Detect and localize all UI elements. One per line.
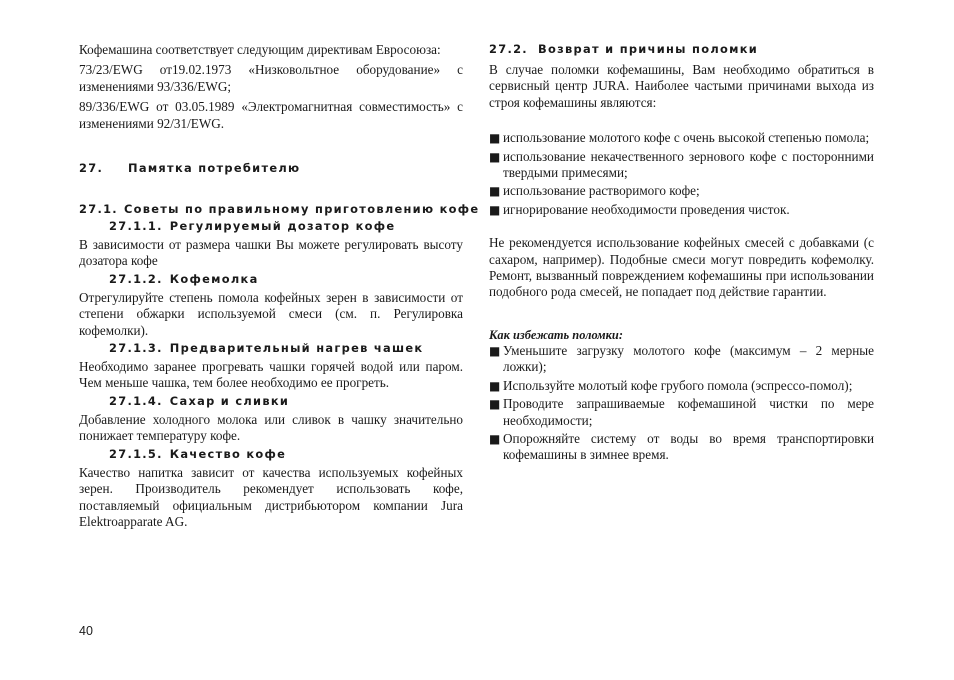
list-item: ■ использование некачественного зернового кофе с посторонними твердыми примесями;: [489, 148, 874, 181]
black-square-icon: ■: [489, 131, 501, 146]
black-square-icon: ■: [489, 343, 501, 358]
directive-low-voltage: 73/23/EWG от19.02.1973 «Низковольтное оборудование» с изменениями 93/336/EWG;: [79, 62, 463, 94]
section-27-1-5-title: Качество кофе: [169, 446, 287, 461]
how-to-avoid-heading: Как избежать поломки:: [489, 327, 623, 342]
section-27-title: Памятка потребителю: [128, 161, 301, 176]
section-27-1-4-text: Добавление холодного молока или сливок в чашку значительно понижает температуру кофе.: [79, 411, 463, 444]
left-column: [79, 42, 480, 530]
section-27-1-1-heading: [79, 219, 463, 234]
list-item: ■ Используйте молотый кофе грубого помола (эспрессо-помол);: [489, 377, 853, 393]
section-27-1-2-text: Отрегулируйте степень помола кофейных зерен в зависимости от степени обжарки используемой смеси (см. п. Регулировка кофемолки).: [79, 289, 463, 338]
list-item: ■ игнорирование необходимости проведения чисток.: [489, 201, 790, 217]
section-27-1-3-number: 27.1.3.: [109, 341, 163, 356]
black-square-icon: ■: [489, 431, 501, 446]
section-27-1-number: 27.1.: [79, 202, 118, 217]
section-27-1-title: Советы по правильному приготовлению кофе: [123, 202, 480, 217]
directive-emc: 89/336/EWG от 03.05.1989 «Электромагнитная совместимость» с изменениями 92/31/EWG.: [79, 99, 463, 131]
breakdown-intro: В случае поломки кофемашины, Вам необходимо обратиться в сервисный центр JURA. Наиболее частыми причинами выхода из строя кофемашины являются:: [489, 62, 874, 110]
section-27-1-3-title: Предварительный нагрев чашек: [169, 341, 424, 356]
section-27-1-4-heading: [79, 394, 463, 409]
section-27-1-4-title: Сахар и сливки: [169, 393, 290, 408]
warning-paragraph: Не рекомендуется использование кофейных смесей с добавками (с сахаром, например). Подобные смеси могут повредить кофемолку. Ремонт, вызванный повреждением кофемашины при использовании подобного рода смесей, не попадает под действие гарантии.: [489, 235, 874, 300]
black-square-icon: ■: [489, 378, 501, 393]
list-item: ■ использование растворимого кофе;: [489, 183, 700, 199]
section-27-1-1-text: В зависимости от размера чашки Вы можете регулировать высоту дозатора кофе: [79, 237, 463, 269]
section-27-1-5-number: 27.1.5.: [109, 446, 163, 461]
section-27-heading: [79, 161, 463, 176]
section-27-1-heading: [79, 202, 480, 217]
breakdown-causes-list: [489, 130, 874, 218]
section-27-1-5-heading: [79, 447, 463, 462]
section-27-1-2-heading: [79, 272, 463, 287]
section-27-1-2-title: Кофемолка: [169, 271, 259, 286]
section-27-1-4-number: 27.1.4.: [109, 393, 163, 408]
section-27-1-3-heading: [79, 341, 463, 356]
list-item: ■ Проводите запрашиваемые кофемашиной чистки по мере необходимости;: [489, 396, 874, 428]
section-27-1-5-text: Качество напитка зависит от качества используемых кофейных зерен. Производитель рекомендует использовать кофе, поставляемый официальным дистрибьютором компании Jura Elektroapparate AG.: [79, 464, 463, 529]
list-item: ■ Опорожняйте систему от воды во время транспортировки кофемашины в зимнее время.: [489, 430, 874, 463]
section-27-number: 27.: [79, 161, 104, 176]
section-27-2-number: 27.2.: [489, 42, 528, 56]
section-27-1-2-number: 27.1.2.: [109, 271, 163, 286]
section-27-1-3-text: Необходимо заранее прогревать чашки горячей водой или паром. Чем меньше чашка, тем более необходимо ее прогреть.: [79, 359, 463, 391]
list-item: ■ использование молотого кофе с очень высокой степенью помола;: [489, 130, 870, 146]
black-square-icon: ■: [489, 202, 501, 217]
section-27-2-heading: [489, 42, 874, 57]
list-item: ■ Уменьшите загрузку молотого кофе (максимум – 2 мерные ложки);: [489, 342, 874, 375]
black-square-icon: ■: [489, 184, 501, 199]
directives-intro: Кофемашина соответствует следующим директивам Евросоюза:: [79, 42, 441, 57]
prevention-tips-list: [489, 343, 874, 464]
section-27-2-title: Возврат и причины поломки: [538, 42, 759, 56]
page-number: 40: [79, 624, 93, 638]
black-square-icon: ■: [489, 397, 501, 412]
right-column: [489, 42, 874, 466]
black-square-icon: ■: [489, 149, 501, 164]
section-27-1-1-number: 27.1.1.: [109, 219, 163, 234]
section-27-1-1-title: Регулируемый дозатор кофе: [169, 219, 396, 234]
